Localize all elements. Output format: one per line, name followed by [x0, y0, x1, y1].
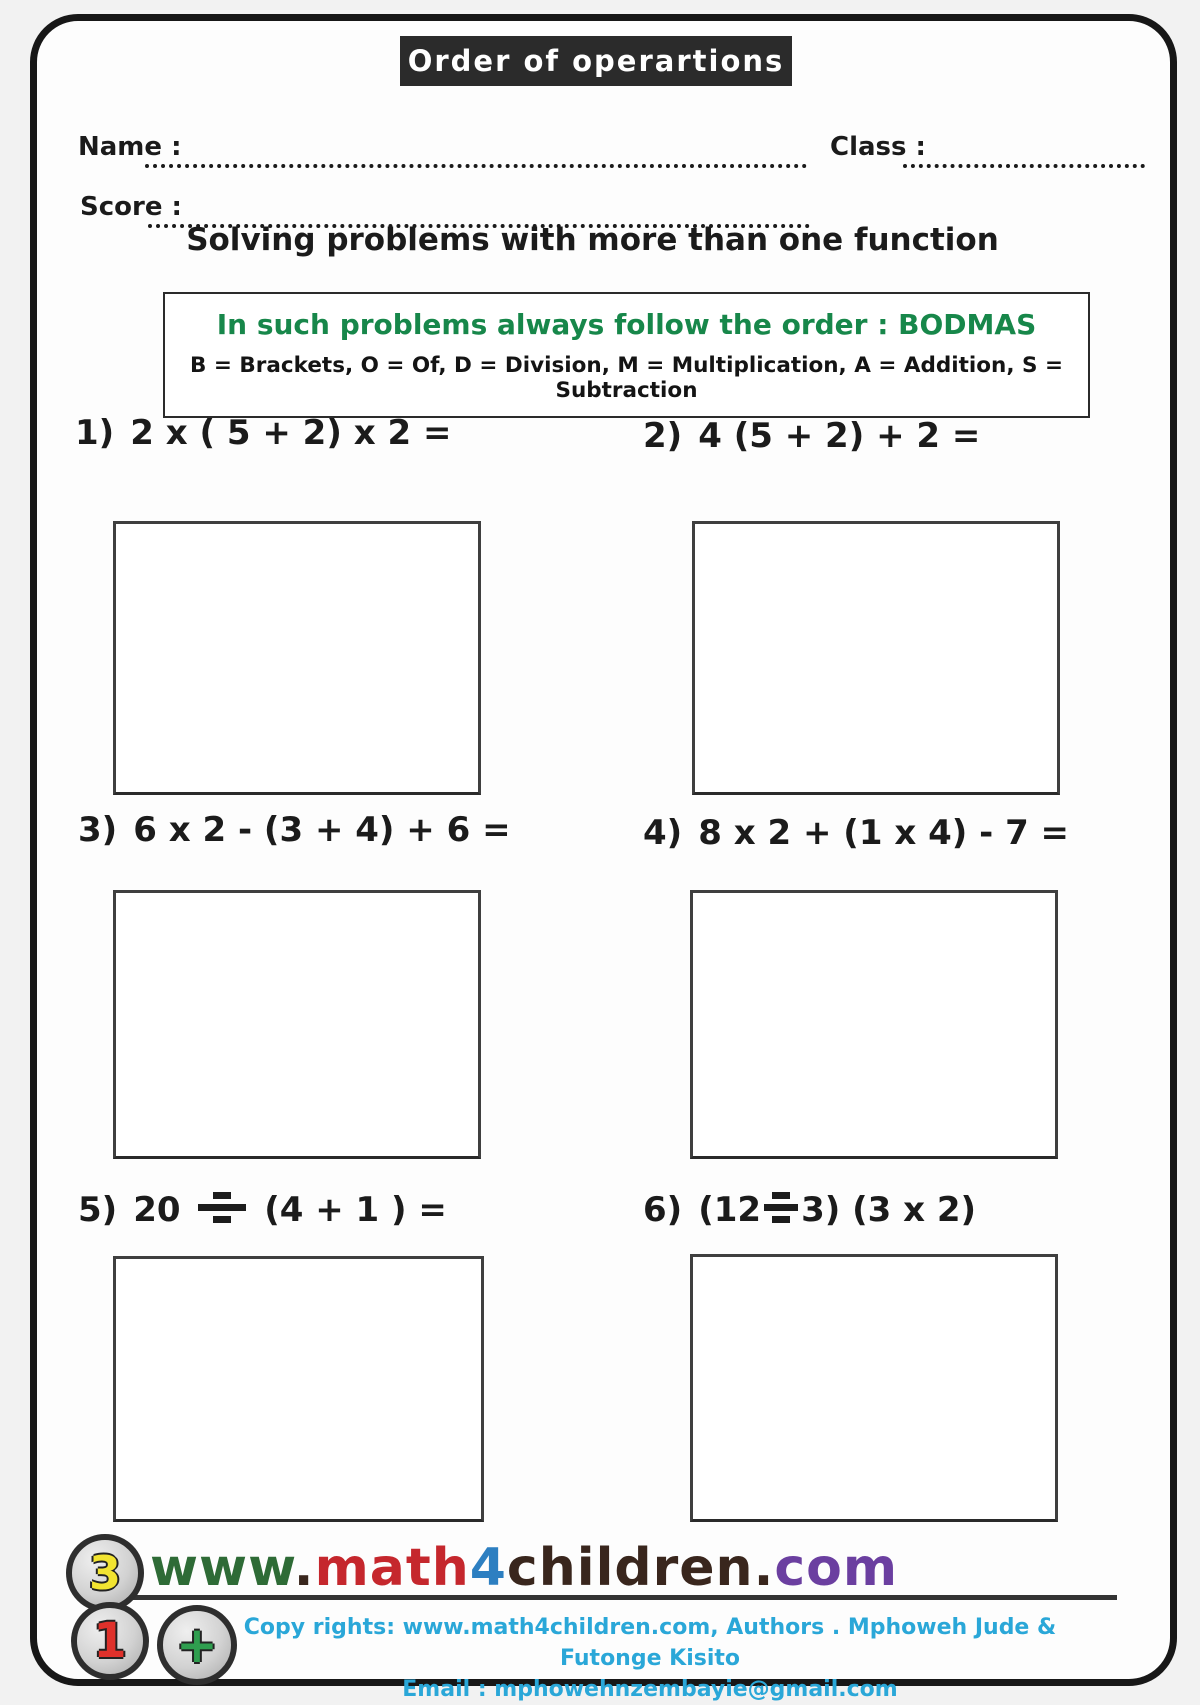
answer-box-4[interactable] — [690, 890, 1058, 1159]
problem-number: 6) — [643, 1190, 683, 1230]
badge-number-3-icon: 3 — [66, 1534, 144, 1612]
copyright-line: Copy rights: www.math4children.com, Authors . Mphoweh Jude & Futonge Kisito — [243, 1615, 1057, 1671]
problem-number: 1) — [75, 413, 115, 453]
division-sign-icon — [198, 1192, 246, 1223]
page-title: Order of operartions — [407, 44, 785, 78]
worksheet-heading: Solving problems with more than one function — [186, 222, 999, 258]
class-fill-line[interactable] — [903, 134, 1145, 168]
bodmas-rule-headline: In such problems always follow the order : BODMAS — [216, 307, 1037, 341]
copyright-block — [240, 1612, 1060, 1705]
site-logo — [150, 1538, 898, 1598]
answer-box-6[interactable] — [690, 1254, 1058, 1522]
bodmas-rule-expansion: B = Brackets, O = Of, D = Division, M = Multiplication, A = Addition, S = Subtraction — [190, 352, 1063, 403]
answer-box-1[interactable] — [113, 521, 481, 795]
problem-number: 5) — [78, 1190, 118, 1230]
problem-number: 3) — [78, 810, 118, 850]
problem-number: 2) — [643, 416, 683, 456]
answer-box-5[interactable] — [113, 1256, 484, 1522]
badge-number-1-icon: 1 — [71, 1602, 149, 1680]
logo-segment: . — [293, 1538, 315, 1598]
problem-1: 1) 2 x ( 5 + 2) x 2 = — [75, 413, 452, 453]
class-label: Class : — [830, 132, 926, 162]
bodmas-rule-box — [163, 292, 1090, 418]
division-sign-icon — [764, 1192, 798, 1223]
logo-segment: . — [753, 1538, 775, 1598]
logo-segment: 4 — [469, 1538, 507, 1598]
answer-box-2[interactable] — [692, 521, 1060, 795]
problem-4: 4) 8 x 2 + (1 x 4) - 7 = — [643, 813, 1070, 853]
logo-segment: children — [506, 1538, 754, 1598]
problem-5: 5) 20 (4 + 1 ) = — [78, 1190, 447, 1230]
problem-number: 4) — [643, 813, 683, 853]
name-fill-line[interactable] — [145, 134, 807, 168]
problem-6: 6) (12 3) (3 x 2) — [643, 1190, 977, 1230]
badge-plus-icon: + — [157, 1605, 237, 1685]
logo-segment: www — [150, 1538, 294, 1598]
problem-2: 2) 4 (5 + 2) + 2 = — [643, 416, 981, 456]
copyright-email: Email : mphowehnzembayie@gmail.com — [402, 1677, 898, 1702]
name-label: Name : — [78, 132, 182, 162]
answer-box-3[interactable] — [113, 890, 481, 1159]
problem-3: 3) 6 x 2 - (3 + 4) + 6 = — [78, 810, 511, 850]
worksheet-title-bar — [400, 36, 792, 86]
score-label: Score : — [80, 192, 182, 222]
logo-segment: math — [314, 1538, 470, 1598]
logo-segment: com — [774, 1538, 899, 1598]
